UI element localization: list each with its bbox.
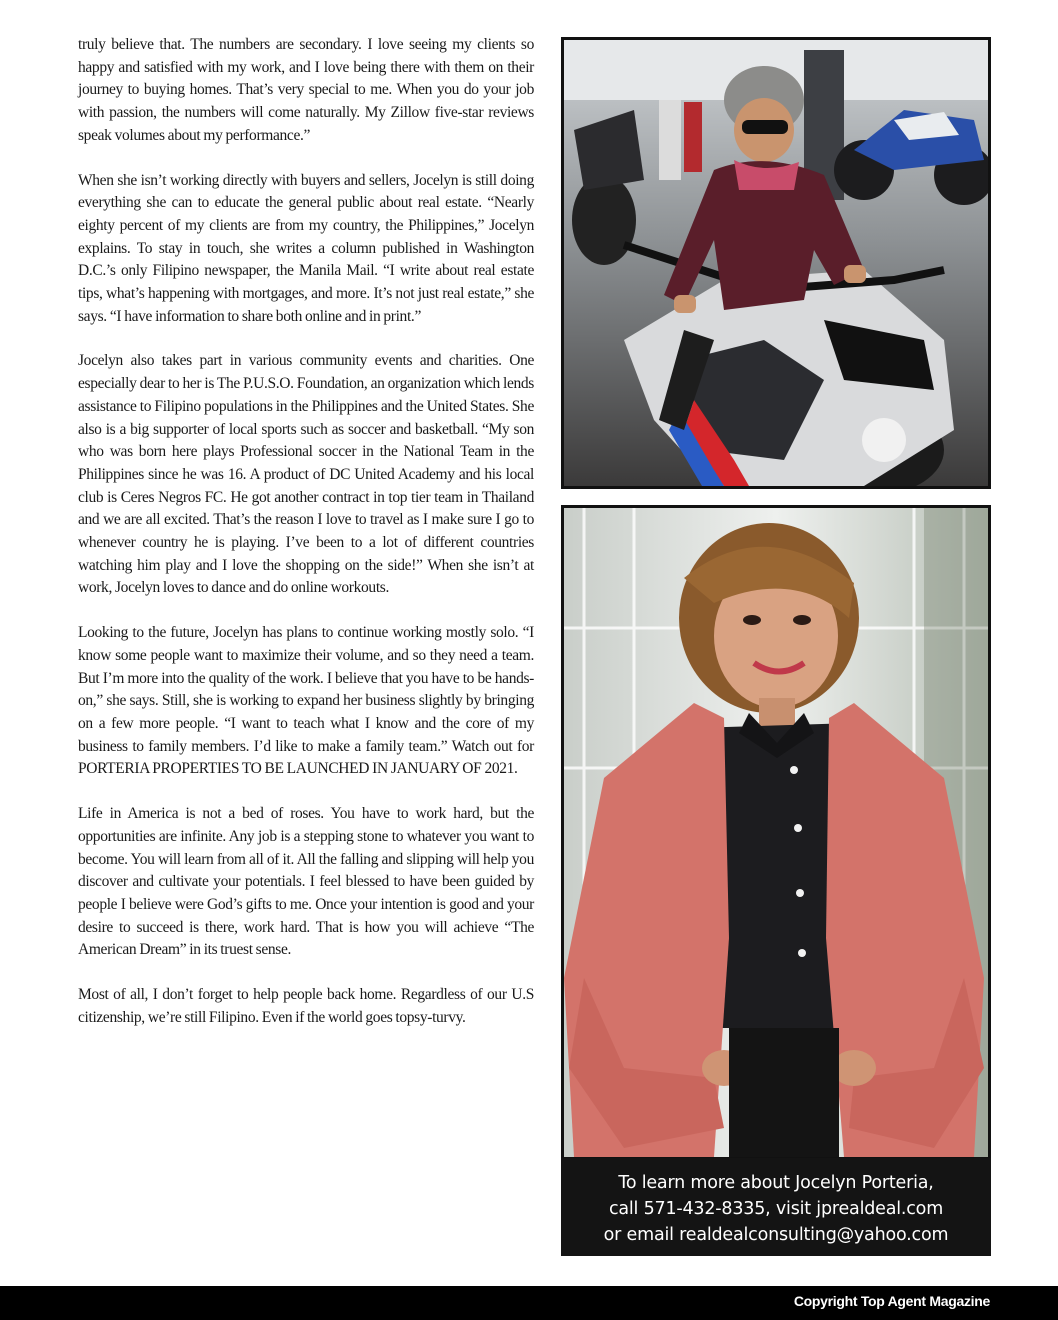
article-column bbox=[78, 34, 534, 1051]
article-paragraph: When she isn’t working directly with buyers and sellers, Jocelyn is still doing everything she can to educate the general public about real estate. “Nearly eighty percent of my clients are from my country, the Philippines,” Jocelyn explains. To stay in touch, she writes a column published in Washington D.C.’s only Filipino newspaper, the Manila Mail. “I write about real estate tips, what’s happening with mortgages, and more. It’s not just real estate,” she says. “I have information to share both online and in print.” bbox=[78, 171, 534, 325]
contact-line-intro: To learn more about Jocelyn Porteria, bbox=[618, 1173, 934, 1193]
article-paragraph: Jocelyn also takes part in various community events and charities. One especially dear to her is The P.U.S.O. Foundation, an organization which lends assistance to Filipino populations in the Philippines and the United States. She also is a big supporter of local sports such as soccer and basketball. “My son who was born here plays Professional soccer in the National Team in the Philippines since he was 16. A product of DC United Academy and his local club is Ceres Negros FC. He got another contract in top tier team in Thailand and we are all excited. That’s the reason I love to travel as I make sure I go to whenever country he is playing. I’ve been to a lot of different countries watching him play and I love the shopping on the side!” When she isn’t at work, Jocelyn loves to dance and do online workouts. bbox=[78, 352, 534, 597]
contact-line-email: or email realdealconsulting@yahoo.com bbox=[603, 1225, 949, 1245]
article-paragraph: Most of all, I don’t forget to help people back home. Regardless of our U.S citizenship, we’re still Filipino. Even if the world goes topsy-turvy. bbox=[78, 986, 534, 1026]
contact-info-box bbox=[561, 1158, 991, 1256]
article-paragraph: Life in America is not a bed of roses. You have to work hard, but the opportunities are infinite. Any job is a stepping stone to whatever you want to become. You will learn from all of it. All the falling and slipping will help you discover and cultivate your potentials. I feel blessed to have been guided by people I believe were God’s gifts to me. Once your intention is good and your desire to succeed is there, work hard. That is how you will achieve “The American Dream” in its truest sense. bbox=[78, 805, 534, 959]
footer-bar bbox=[0, 1286, 1058, 1320]
copyright-notice: Copyright Top Agent Magazine bbox=[793, 1293, 990, 1309]
article-paragraph: truly believe that. The numbers are secondary. I love seeing my clients so happy and satisfied with my work, and I love being there with them on their journey to buying homes. That’s very special to me. When you do your job with passion, the numbers will come naturally. My Zillow five-star reviews speak volumes about my performance.” bbox=[78, 36, 534, 144]
contact-line-phone-website: call 571-432-8335, visit jprealdeal.com bbox=[608, 1199, 944, 1219]
article-paragraph: Looking to the future, Jocelyn has plans to continue working mostly solo. “I know some people want to maximize their volume, and so they need a team. But I’m more into the quality of the work. I believe that you have to be hands-on,” she says. Still, she is working to expand her business slightly by bringing on a few more people. “I want to teach what I know and the core of my business to family members. I’d like to make a family team.” Watch out for PORTERIA PROPERTIES TO BE LAUNCHED IN JANUARY OF 2021. bbox=[78, 624, 534, 778]
motorcycle-illustration bbox=[564, 40, 988, 486]
portrait-photo bbox=[561, 505, 991, 1160]
motorcycle-photo bbox=[561, 37, 991, 489]
portrait-illustration bbox=[564, 508, 988, 1157]
